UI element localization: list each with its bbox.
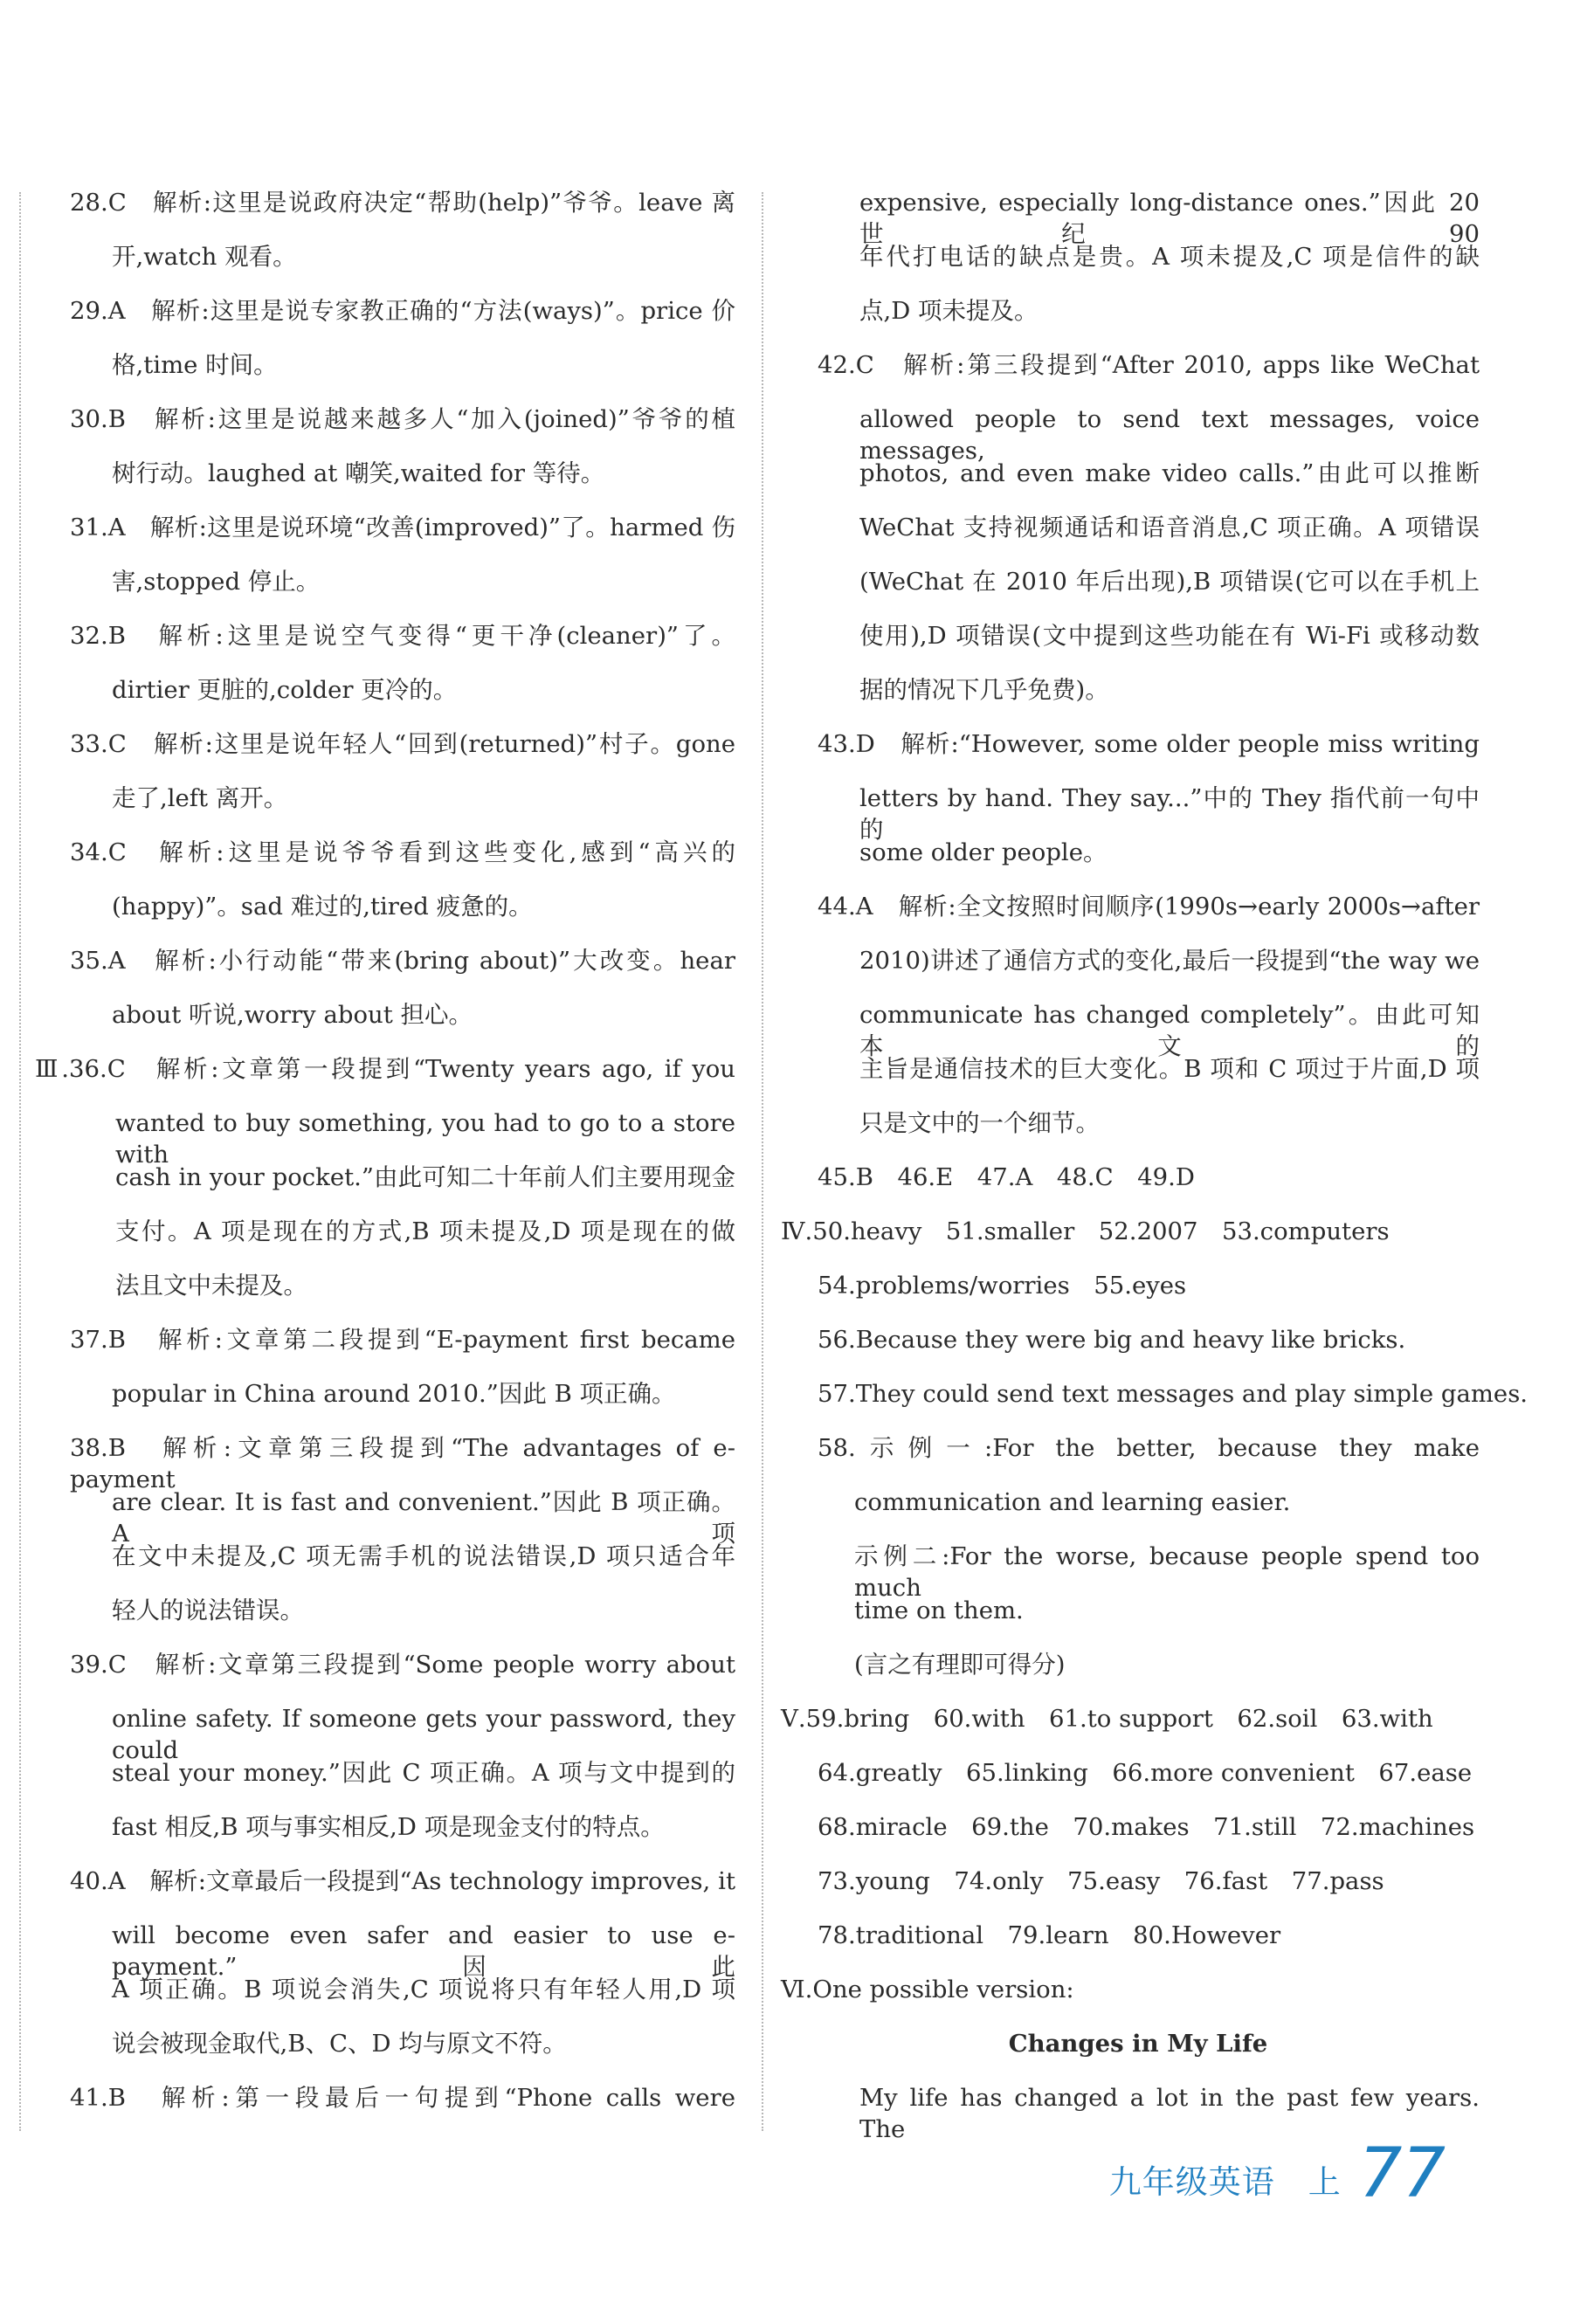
text-line: will become even safer and easier to use e-payment.”因此	[112, 1921, 735, 1981]
text-line: 格,time 时间。	[112, 351, 278, 379]
text-line: expensive, especially long-distance ones.”因此 20 世纪 90	[859, 189, 1480, 248]
text-line: 31.A 解析:这里是说环境“改善(improved)”了。harmed 伤	[70, 514, 735, 541]
text-line: 39.C 解析:文章第三段提到“Some people worry about	[70, 1651, 735, 1679]
text-line: 据的情况下几乎免费)。	[859, 676, 1109, 704]
text-line: 34.C 解析:这里是说爷爷看到这些变化,感到“高兴的	[70, 838, 735, 866]
text-line: cash in your pocket.”由此可知二十年前人们主要用现金	[115, 1163, 735, 1191]
text-line: Ⅳ.50.heavy 51.smaller 52.2007 53.computers	[781, 1217, 1390, 1245]
text-line: 轻人的说法错误。	[112, 1596, 304, 1624]
text-line: 58.示例一:For the better, because they make	[818, 1434, 1480, 1462]
text-line: 68.miracle 69.the 70.makes 71.still 72.machines	[818, 1813, 1475, 1841]
text-line: 29.A 解析:这里是说专家教正确的“方法(ways)”。price 价	[70, 297, 735, 325]
text-line: WeChat 支持视频通话和语音消息,C 项正确。A 项错误	[859, 514, 1480, 541]
text-line: fast 相反,B 项与事实相反,D 项是现金支付的特点。	[112, 1813, 665, 1841]
text-line: are clear. It is fast and convenient.”因此 B 项正确。A 项	[112, 1488, 735, 1548]
text-line: 78.traditional 79.learn 80.However	[818, 1921, 1281, 1949]
text-line: 41.B 解析:第一段最后一句提到“Phone calls were	[70, 2084, 735, 2112]
text-line: letters by hand. They say...”中的 They 指代前一句中的	[859, 784, 1480, 844]
text-line: 42.C 解析:第三段提到“After 2010, apps like WeChat	[818, 351, 1480, 379]
page-number: 77	[1358, 2134, 1446, 2213]
text-line: 32.B 解析:这里是说空气变得“更干净(cleaner)”了。	[70, 622, 735, 650]
page-footer	[1108, 2134, 1446, 2213]
text-line: 在文中未提及,C 项无需手机的说法错误,D 项只适合年	[112, 1542, 735, 1570]
text-line: 54.problems/worries 55.eyes	[818, 1272, 1187, 1300]
text-line: popular in China around 2010.”因此 B 项正确。	[112, 1380, 676, 1408]
essay-title: Changes in My Life	[1008, 2030, 1268, 2058]
text-line: 支付。A 项是现在的方式,B 项未提及,D 项是现在的做	[115, 1217, 735, 1245]
text-line: time on them.	[854, 1596, 1024, 1624]
text-line: 33.C 解析:这里是说年轻人“回到(returned)”村子。gone	[70, 730, 735, 758]
text-line: 44.A 解析:全文按照时间顺序(1990s→early 2000s→after	[818, 893, 1480, 921]
text-line: Ⅴ.59.bring 60.with 61.to support 62.soil 63.with	[781, 1705, 1433, 1733]
text-line: 开,watch 观看。	[112, 243, 297, 271]
text-line: 40.A 解析:文章最后一段提到“As technology improves, it	[70, 1867, 735, 1895]
text-line: (happy)”。sad 难过的,tired 疲惫的。	[112, 893, 533, 921]
text-line: dirtier 更脏的,colder 更冷的。	[112, 676, 458, 704]
text-line: 37.B 解析:文章第二段提到“E-payment first became	[70, 1326, 735, 1354]
text-line: wanted to buy something, you had to go to a store with	[115, 1109, 735, 1169]
text-line: 56.Because they were big and heavy like bricks.	[818, 1326, 1406, 1354]
book-title: 九年级英语 上	[1108, 2163, 1342, 2201]
text-line: 法且文中未提及。	[115, 1272, 307, 1300]
column-divider	[762, 192, 763, 2131]
text-line: 使用),D 项错误(文中提到这些功能在有 Wi-Fi 或移动数	[859, 622, 1480, 650]
text-line: 害,stopped 停止。	[112, 568, 321, 596]
text-line: 点,D 项未提及。	[859, 297, 1039, 325]
text-line: (言之有理即可得分)	[854, 1651, 1066, 1679]
text-line: 45.B 46.E 47.A 48.C 49.D	[818, 1163, 1195, 1191]
text-line: communicate has changed completely”。由此可知本文的	[859, 1001, 1480, 1060]
text-line: Ⅲ.36.C 解析:文章第一段提到“Twenty years ago, if you	[35, 1055, 735, 1083]
text-line: 64.greatly 65.linking 66.more convenient 67.ease	[818, 1759, 1473, 1787]
text-line: 28.C 解析:这里是说政府决定“帮助(help)”爷爷。leave 离	[70, 189, 735, 217]
text-line: Ⅵ.One possible version:	[781, 1976, 1074, 2003]
text-line: allowed people to send text messages, voice messages,	[859, 405, 1480, 465]
text-line: 43.D 解析:“However, some older people miss writing	[818, 730, 1480, 758]
text-line: steal your money.”因此 C 项正确。A 项与文中提到的	[112, 1759, 735, 1787]
text-line: online safety. If someone gets your password, they could	[112, 1705, 735, 1764]
text-line: 73.young 74.only 75.easy 76.fast 77.pass	[818, 1867, 1384, 1895]
text-line: 30.B 解析:这里是说越来越多人“加入(joined)”爷爷的植	[70, 405, 735, 433]
text-line: 年代打电话的缺点是贵。A 项未提及,C 项是信件的缺	[859, 243, 1480, 271]
text-line: A 项正确。B 项说会消失,C 项说将只有年轻人用,D 项	[112, 1976, 735, 2003]
text-line: 说会被现金取代,B、C、D 均与原文不符。	[112, 2030, 567, 2058]
text-line: 57.They could send text messages and play simple games.	[818, 1380, 1528, 1408]
text-line: 35.A 解析:小行动能“带来(bring about)”大改变。hear	[70, 947, 735, 975]
text-line: 2010)讲述了通信方式的变化,最后一段提到“the way we	[859, 947, 1480, 975]
text-line: about 听说,worry about 担心。	[112, 1001, 473, 1029]
text-line: 走了,left 离开。	[112, 784, 288, 812]
text-line: communication and learning easier.	[854, 1488, 1291, 1516]
text-line: 只是文中的一个细节。	[859, 1109, 1100, 1137]
text-line: 树行动。laughed at 嘲笑,waited for 等待。	[112, 459, 605, 487]
text-line: 示例二:For the worse, because people spend too much	[854, 1542, 1480, 1602]
text-line: 38.B 解析:文章第三段提到“The advantages of e-payment	[70, 1434, 735, 1493]
left-margin-divider	[19, 192, 21, 2131]
text-line: (WeChat 在 2010 年后出现),B 项错误(它可以在手机上	[859, 568, 1480, 596]
text-line: 主旨是通信技术的巨大变化。B 项和 C 项过于片面,D 项	[859, 1055, 1480, 1083]
text-line: My life has changed a lot in the past few years. The	[859, 2084, 1480, 2143]
text-line: photos, and even make video calls.”由此可以推断	[859, 459, 1480, 487]
text-line: some older people。	[859, 838, 1108, 866]
